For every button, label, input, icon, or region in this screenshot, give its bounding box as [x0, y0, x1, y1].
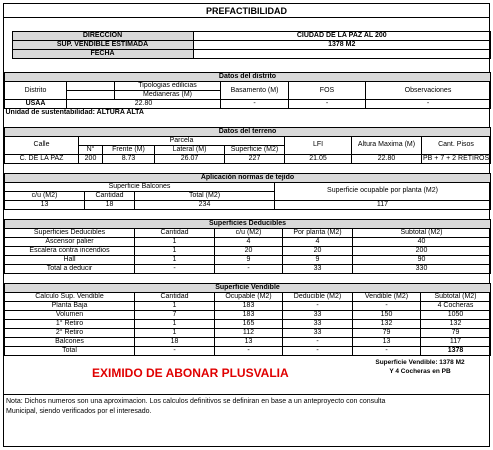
cell: 9: [283, 255, 353, 264]
note: [4, 394, 489, 419]
cell: -: [283, 337, 353, 346]
cell: 33: [283, 310, 353, 319]
cell: 1050: [421, 310, 491, 319]
plusvalia-notice: EXIMIDO DE ABONAR PLUSVALIA: [92, 365, 289, 380]
table-row: [5, 237, 491, 246]
cell: -: [353, 346, 421, 355]
cell: 90: [353, 255, 491, 264]
deducibles-header: Superficies Deducibles: [5, 219, 491, 228]
cell: 7: [135, 310, 215, 319]
cell: 79: [421, 328, 491, 337]
col-parcela: Parcela: [79, 136, 285, 145]
lfi-value: 21.05: [285, 154, 352, 163]
cell: 183: [215, 301, 283, 310]
footer-area: [4, 356, 489, 388]
cell: 1: [135, 237, 215, 246]
frente-value: 8.73: [103, 154, 155, 163]
col-header: Por planta (M2): [283, 228, 353, 237]
cell: 132: [353, 319, 421, 328]
col-distrito: Distrito: [5, 82, 67, 100]
cell: 1: [135, 246, 215, 255]
cell: Total: [5, 346, 135, 355]
table-row: [5, 319, 491, 328]
col-observaciones: Observaciones: [366, 82, 491, 100]
cell: 1° Retiro: [5, 319, 135, 328]
table-row: [5, 346, 491, 355]
cell: 2° Retiro: [5, 328, 135, 337]
table-row: [5, 264, 491, 273]
terreno-header: Datos del terreno: [5, 127, 491, 136]
fecha-label: FECHA: [12, 50, 193, 59]
table-row: [5, 310, 491, 319]
cell: Total a deducir: [5, 264, 135, 273]
cell: 13: [353, 337, 421, 346]
tejido-table: [4, 173, 491, 210]
cell: 165: [215, 319, 283, 328]
col-superficie: Superficie (M2): [225, 145, 285, 154]
cell: 20: [215, 246, 283, 255]
cell: 40: [353, 237, 491, 246]
cell: 4: [283, 237, 353, 246]
cell: -: [135, 264, 215, 273]
summary-line1: Superficie Vendible: 1378 M2: [375, 358, 465, 366]
note-line1: Nota: Dichos numeros son una aproximacion. Los calculos definitivos se definiran en base a un anteproyecto con consulta: [6, 397, 386, 405]
cell: 79: [353, 328, 421, 337]
col-balcones: Superficie Balcones: [5, 182, 275, 191]
vendible-header: Superficie Vendible: [5, 283, 491, 292]
basamento-value: -: [221, 100, 289, 109]
cell: Hall: [5, 255, 135, 264]
cell: 150: [353, 310, 421, 319]
cell: 200: [353, 246, 491, 255]
n-value: 200: [79, 154, 103, 163]
distrito-value: USAA: [5, 100, 67, 109]
col-frente: Frente (M): [103, 145, 155, 154]
lateral-value: 26.07: [155, 154, 225, 163]
sup-vendible-label: SUP. VENDIBLE ESTIMADA: [12, 41, 193, 50]
col-total: Total (M2): [135, 191, 275, 200]
altura-value: 22.80: [352, 154, 422, 163]
medianeras-value: 22.80: [67, 100, 221, 109]
col-cantidad: Cantidad: [85, 191, 135, 200]
fos-value: -: [289, 100, 366, 109]
table-row: [5, 301, 491, 310]
page-title: PREFACTIBILIDAD: [4, 4, 489, 18]
col-header: Subtotal (M2): [353, 228, 491, 237]
tejido-header: Aplicación normas de tejido: [5, 173, 491, 182]
col-calle: Calle: [5, 136, 79, 154]
pisos-value: PB + 7 + 2 RETIROS: [423, 154, 490, 162]
col-fos: FOS: [289, 82, 366, 100]
col-header: Cantidad: [135, 228, 215, 237]
cell: 9: [215, 255, 283, 264]
cell: -: [283, 346, 353, 355]
cantidad-value: 18: [85, 200, 135, 209]
col-n: N°: [79, 145, 103, 154]
spacer: [4, 18, 489, 31]
col-medianeras: Medianeras (M): [115, 91, 221, 100]
col-header: c/u (M2): [215, 228, 283, 237]
vendible-table: [4, 283, 491, 356]
cell: 4 Cocheras: [421, 301, 491, 310]
cell: 4: [215, 237, 283, 246]
col-header: Vendible (M2): [353, 292, 421, 301]
table-row: [5, 337, 491, 346]
col-header: Calculo Sup. Vendible: [5, 292, 135, 301]
cell: 1: [135, 301, 215, 310]
cell: 330: [353, 264, 491, 273]
col-header: Subtotal (M2): [421, 292, 491, 301]
cell: Volumen: [5, 310, 135, 319]
sup-vendible-value: 1378 M2: [193, 41, 491, 50]
cell: 33: [283, 264, 353, 273]
cell: 132: [421, 319, 491, 328]
cell: 183: [215, 310, 283, 319]
col-pisos: Cant. Pisos: [422, 136, 491, 154]
cu-value: 13: [5, 200, 85, 209]
summary-box: [349, 358, 491, 376]
cell: 117: [421, 337, 491, 346]
cell: 112: [215, 328, 283, 337]
distrito-header: Datos del distrito: [5, 73, 491, 82]
cell: 13: [215, 337, 283, 346]
terreno-table: [4, 127, 491, 164]
fecha-value: [193, 50, 491, 59]
cell: -: [135, 346, 215, 355]
cell: Escalera contra incendios: [5, 246, 135, 255]
col-header: Ocupable (M2): [215, 292, 283, 301]
cell: -: [353, 301, 421, 310]
cell: -: [283, 301, 353, 310]
col-header: Superficies Deducibles: [5, 228, 135, 237]
cell: 1: [135, 328, 215, 337]
calle-value: C. DE LA PAZ: [5, 154, 79, 163]
cell: 1: [135, 255, 215, 264]
col-header: Deducible (M2): [283, 292, 353, 301]
unidad-sustentabilidad: Unidad de sustentabilidad: ALTURA ALTA: [5, 109, 491, 118]
col-ocupable: Superficie ocupable por planta (M2): [275, 182, 491, 200]
direccion-value: CIUDAD DE LA PAZ AL 200: [193, 32, 491, 41]
table-row: [5, 246, 491, 255]
superficie-value: 227: [225, 154, 285, 163]
ocupable-value: 117: [275, 200, 491, 209]
table-row: [5, 255, 491, 264]
total-value: 234: [135, 200, 275, 209]
direccion-label: DIRECCION: [12, 32, 193, 41]
cell: 20: [283, 246, 353, 255]
col-altura: Altura Maxima (M): [352, 136, 422, 154]
note-line2: Municipal, siendo verificados por el interesado.: [6, 407, 152, 415]
cell: 1: [135, 319, 215, 328]
vendible-total: 1378: [421, 346, 491, 355]
observaciones-value: -: [366, 100, 491, 109]
info-table: [4, 31, 491, 59]
cell: 33: [283, 328, 353, 337]
col-lfi: LFI: [285, 136, 352, 154]
summary-line2: Y 4 Cocheras en PB: [389, 367, 451, 375]
col-lateral: Lateral (M): [155, 145, 225, 154]
col-tipologias: Tipologias edilicias: [115, 82, 221, 91]
cell: Ascensor palier: [5, 237, 135, 246]
cell: Balcones: [5, 337, 135, 346]
cell: 33: [283, 319, 353, 328]
cell: Planta Baja: [5, 301, 135, 310]
distrito-table: [4, 72, 491, 118]
cell: -: [215, 264, 283, 273]
col-header: Cantidad: [135, 292, 215, 301]
table-row: [5, 328, 491, 337]
cell: -: [215, 346, 283, 355]
deducibles-table: [4, 219, 491, 274]
prefactibilidad-sheet: [3, 3, 490, 447]
col-cu: c/u (M2): [5, 191, 85, 200]
col-basamento: Basamento (M): [221, 82, 289, 100]
cell: 18: [135, 337, 215, 346]
